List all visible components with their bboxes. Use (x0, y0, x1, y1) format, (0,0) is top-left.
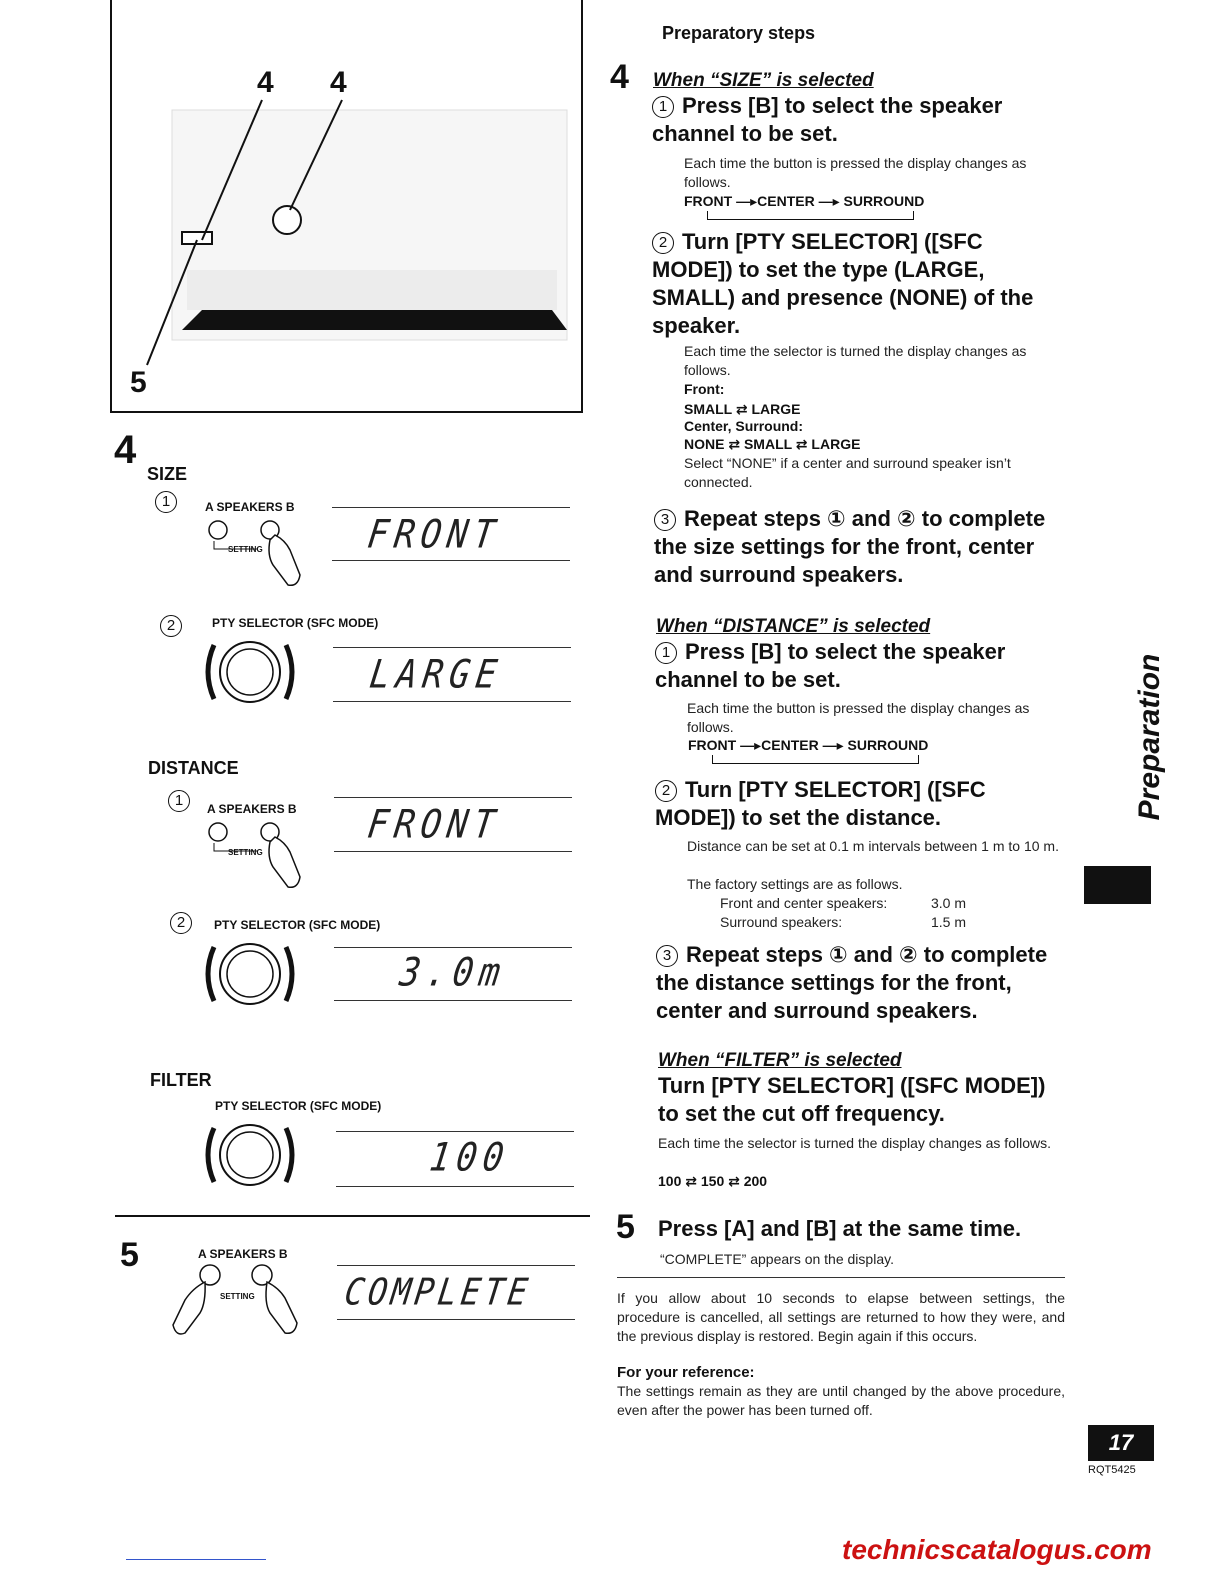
size-step2-body: Each time the selector is turned the display changes as follows. (684, 343, 1027, 378)
front-center-value: 3.0 m (931, 895, 967, 911)
selector-dial-icon (200, 635, 320, 710)
front-center-label: Front and center speakers: (720, 895, 888, 911)
size-step3: 3 Repeat steps ① and ② to complete the size settings for the front, center and surround speakers. (654, 506, 1046, 587)
distance-sub1-display: FRONT (364, 802, 504, 848)
size-step2-note: Select “NONE” if a center and surround speaker isn’t connected. (684, 455, 1011, 490)
page-number: 17 (1088, 1425, 1154, 1461)
distance-sub1-setting: SETTING (228, 848, 263, 857)
distance-step3: 3 Repeat steps ① and ② to complete the distance settings for the front, center and surround speakers. (656, 942, 1048, 1023)
doc-code: RQT5425 (1088, 1464, 1136, 1476)
device-figure (110, 0, 583, 413)
when-distance: When “DISTANCE” is selected (656, 616, 931, 637)
device-base (182, 310, 567, 330)
timeout-note: If you allow about 10 seconds to elapse between settings, the procedure is cancelled, all settings are returned to how they were, and the previous display is restored. Begin again if this occurs. (617, 1290, 1065, 1344)
reference-body: The settings remain as they are until changed by the above procedure, even after the power has been turned off. (617, 1383, 1065, 1418)
selector-knob-icon (273, 206, 301, 234)
size-step2: 2 Turn [PTY SELECTOR] ([SFC MODE]) to set the type (LARGE, SMALL) and presence (NONE) of the speaker. (652, 229, 1034, 338)
size-step2-cs-flow: NONE ⇄ SMALL ⇄ LARGE (684, 436, 861, 452)
size-sub1-display: FRONT (364, 512, 504, 558)
section-header: Preparatory steps (662, 23, 816, 43)
filter-body: Each time the selector is turned the display changes as follows. (658, 1135, 1051, 1151)
distance-sub2-label: PTY SELECTOR (SFC MODE) (214, 918, 381, 932)
size-sub2-label: PTY SELECTOR (SFC MODE) (212, 616, 379, 630)
reference-title: For your reference: (617, 1364, 755, 1381)
distance-step1-body: Each time the button is pressed the display changes as follows. (687, 700, 1030, 735)
distance-sub1-label: A SPEAKERS B (207, 802, 297, 816)
surround-label: Surround speakers: (720, 914, 843, 930)
distance-step2-body: Distance can be set at 0.1 m intervals between 1 m to 10 m. (687, 838, 1059, 854)
distance-factory: The factory settings are as follows. (687, 876, 903, 892)
callout-4a: 4 (257, 66, 274, 99)
filter-label: PTY SELECTOR (SFC MODE) (215, 1099, 382, 1113)
left-step-5: 5 (120, 1236, 139, 1274)
when-filter: When “FILTER” is selected (658, 1050, 902, 1071)
step5-body: “COMPLETE” appears on the display. (660, 1251, 894, 1267)
flow-return-line (712, 755, 919, 764)
surround-value: 1.5 m (931, 914, 967, 930)
right-step-5: 5 (616, 1208, 635, 1246)
distance-sub2-num: 2 (170, 912, 200, 934)
when-size: When “SIZE” is selected (653, 70, 874, 91)
size-step2-front-flow: SMALL ⇄ LARGE (684, 401, 801, 417)
distance-step2: 2 Turn [PTY SELECTOR] ([SFC MODE]) to set the distance. (655, 777, 986, 830)
left-step-4: 4 (114, 428, 137, 472)
side-tab-label: Preparation (1133, 653, 1166, 821)
selector-dial-icon (200, 937, 320, 1012)
step5-head: Press [A] and [B] at the same time. (658, 1216, 1022, 1241)
device-illustration (112, 0, 583, 411)
size-sub2-num: 2 (160, 615, 190, 637)
size-sub1-label: A SPEAKERS B (205, 500, 295, 514)
size-step1-flow: FRONT —▸CENTER —▸ SURROUND (684, 193, 925, 209)
filter-flow: 100 ⇄ 150 ⇄ 200 (658, 1173, 768, 1189)
filter-title: FILTER (150, 1070, 212, 1090)
step5-display: COMPLETE (341, 1270, 535, 1314)
flow-return-line (707, 211, 914, 220)
selector-dial-icon (200, 1118, 320, 1193)
distance-step1: 1 Press [B] to select the speaker channel to be set. (655, 639, 1006, 692)
step5-label: A SPEAKERS B (198, 1247, 288, 1261)
footer-underline (126, 1559, 266, 1560)
distance-step1-flow: FRONT —▸CENTER —▸ SURROUND (688, 737, 929, 753)
callout-4b: 4 (330, 66, 347, 99)
distance-sub1-num: 1 (168, 790, 198, 812)
size-step1-body: Each time the button is pressed the display changes as follows. (684, 155, 1027, 190)
distance-sub2-display: 3.0m (396, 950, 510, 996)
filter-display: 100 (426, 1135, 513, 1181)
size-step2-cs: Center, Surround: (684, 418, 804, 434)
size-title: SIZE (147, 464, 188, 484)
size-sub1-setting: SETTING (228, 545, 263, 554)
filter-head: Turn [PTY SELECTOR] ([SFC MODE]) to set the cut off frequency. (658, 1073, 1046, 1126)
side-tab-marker (1084, 866, 1151, 904)
right-step-4: 4 (610, 58, 629, 96)
step5-setting: SETTING (220, 1292, 255, 1301)
size-sub1-num: 1 (155, 491, 185, 513)
size-step2-front: Front: (684, 381, 725, 397)
distance-title: DISTANCE (148, 758, 239, 778)
size-sub2-display: LARGE (366, 652, 506, 698)
size-step1: 1 Press [B] to select the speaker channel to be set. (652, 93, 1003, 146)
callout-5: 5 (130, 366, 147, 399)
watermark-link[interactable]: technicscatalogus.com (842, 1534, 1152, 1565)
